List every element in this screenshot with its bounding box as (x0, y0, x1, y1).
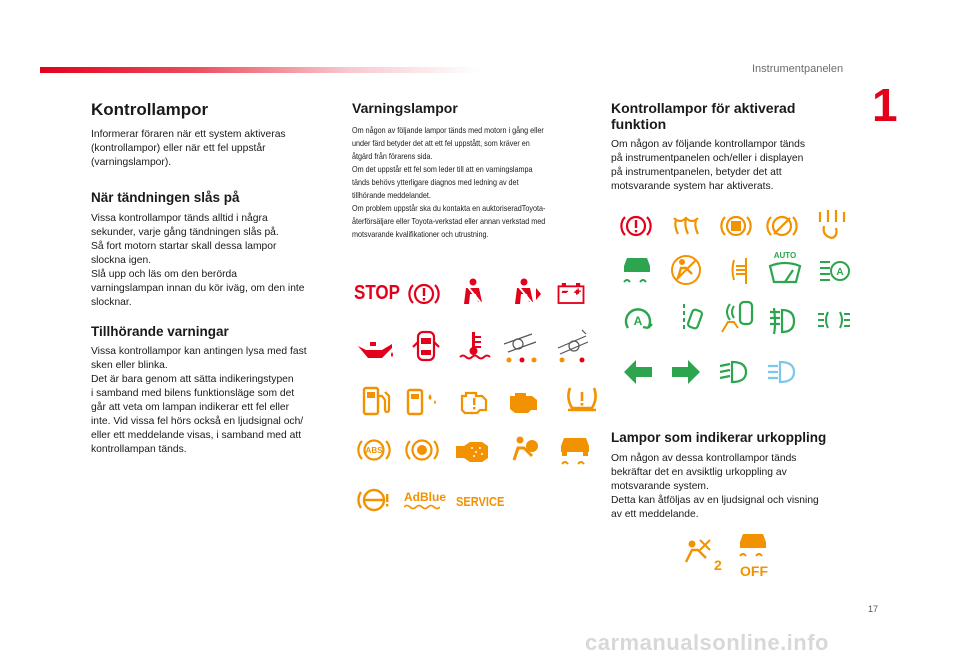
adblue-icon (404, 490, 446, 510)
glow-plug-icon (668, 208, 704, 244)
engine-check-icon (506, 384, 542, 420)
electronic-lock-icon (552, 326, 594, 368)
fuel-water-icon (404, 384, 440, 420)
fuel-low-icon (358, 384, 394, 420)
door-open-icon (408, 328, 444, 364)
watermark: carmanualsonline.info (585, 630, 829, 655)
brake-warning-icon (406, 276, 442, 312)
page-number: 17 (868, 604, 879, 614)
airbag-passenger-off-icon (668, 252, 704, 288)
rear-fog-icon (722, 252, 758, 288)
tire-pressure-icon (562, 380, 602, 420)
coolant-temperature-icon (456, 328, 492, 364)
ignition-heading: När tändningen slås på (91, 190, 240, 205)
turn-left-icon (620, 354, 656, 390)
airbag-off-2-icon (682, 536, 722, 576)
auto-high-beam-icon (816, 252, 852, 288)
airbag-icon (506, 432, 542, 468)
seat-airbag-icon (814, 204, 854, 244)
high-beam-icon (764, 354, 800, 390)
battery-plus-label: + (575, 286, 582, 298)
parking-brake-icon (718, 208, 754, 244)
airbag-off-number: 2 (714, 557, 722, 573)
column-kontrollampor (91, 100, 341, 457)
column-varningslampor (352, 100, 602, 241)
ignition-text: Vissa kontrollampor tänds alltid i några sekunder, varje gång tändningen slås på. Så fort motorn startar skall dessa lampor slockna igen. Slå upp och läs om den berörda varningslampan innan du kör iväg, om den inte slocknar. (91, 212, 305, 308)
adblue-label: AdBlue (404, 490, 446, 504)
header-accent-bar (40, 67, 480, 73)
stop-start-label: A (633, 314, 643, 328)
intro-text: Informerar föraren när ett system aktiveras (kontrollampor) eller när ett fel uppstår (varningslampor). (91, 129, 286, 168)
abs-label: ABS (365, 446, 383, 455)
battery-minus-label: − (562, 286, 569, 298)
warning-lamps-text: Om någon av följande lampor tänds med motorn i gång eller under färd betyder det att ett fel uppstått, som kräver en åtgärd från förarens sida. Om det uppstår ett fel som leder till att en varningslampa tänds behövs ytterligare diagnos med ledning av det tillhörande meddelandet. Om problem uppstår ska du kontakta en auktoriseradToyota- återförsäljare eller Toyota-verkstad eller annan verkstad med motsvarande kvalifikationer och utrustning. (352, 125, 546, 240)
esp-off-icon (736, 530, 772, 580)
auto-label: AUTO (773, 251, 797, 260)
warning-lamps-heading: Varningslampor (352, 100, 458, 116)
esp-off-label: OFF (740, 563, 768, 579)
brake-system-icon (404, 432, 440, 468)
chapter-number: 1 (872, 79, 898, 131)
turn-right-icon (668, 354, 704, 390)
stop-icon: STOP (354, 282, 400, 304)
steering-lock-icon (500, 326, 542, 368)
seatbelt-icon (454, 276, 490, 312)
lane-departure-icon (676, 300, 712, 336)
abs-icon (356, 432, 392, 468)
section-title: Instrumentpanelen (752, 63, 844, 75)
active-lamps-text: Om någon av följande kontrollampor tänds på instrumentpanelen och/eller i displayen på instrumentpanelen, betyder det att motsvarande system har aktiverats. (611, 139, 806, 193)
engine-fault-icon (456, 384, 492, 420)
park-assist-icon (718, 298, 758, 338)
warnings-text: Vissa kontrollampor kan antingen lysa med fast sken eller blinka. Det är bara genom att sätta indikeringstypen i samband med bilens funktionsläge som det går att veta om lampan indikerar ett fel eller inte. Vid vissa fel hörs också en ljudsignal och/ eller ett meddelande visas, i samband med att kontrollampan tänds. (91, 346, 307, 456)
srs-warning-icon (618, 208, 654, 244)
service-icon: SERVICE (456, 494, 505, 509)
auto-high-beam-label: A (836, 267, 844, 278)
disconnect-heading: Lampor som indikerar urkoppling (611, 430, 827, 445)
active-lamps-heading: Kontrollampor för aktiverad funktion (611, 100, 796, 133)
skid-control-icon (556, 430, 594, 468)
front-fog-icon (766, 302, 802, 338)
low-beam-icon (716, 354, 752, 390)
disconnect-lamps-section (611, 430, 851, 522)
parking-lights-icon (814, 302, 854, 338)
particle-filter-icon (452, 434, 492, 470)
main-heading: Kontrollampor (91, 100, 209, 119)
disconnect-text: Om någon av dessa kontrollampor tänds bekräftar det en avsiktlig urkoppling av motsvarande system. Detta kan åtföljas av en ljudsignal och visning av ett meddelande. (611, 452, 819, 520)
hill-descent-icon (620, 252, 656, 288)
column-aktiverad (611, 100, 851, 194)
auto-wipers-icon (766, 248, 804, 288)
warnings-heading: Tillhörande varningar (91, 323, 229, 339)
oil-pressure-icon (356, 332, 396, 368)
seatbelt-passenger-icon (508, 276, 544, 312)
battery-icon (556, 278, 586, 308)
stop-start-icon (620, 302, 656, 338)
airbag-off-icon (764, 208, 800, 244)
power-steering-icon (356, 482, 392, 518)
